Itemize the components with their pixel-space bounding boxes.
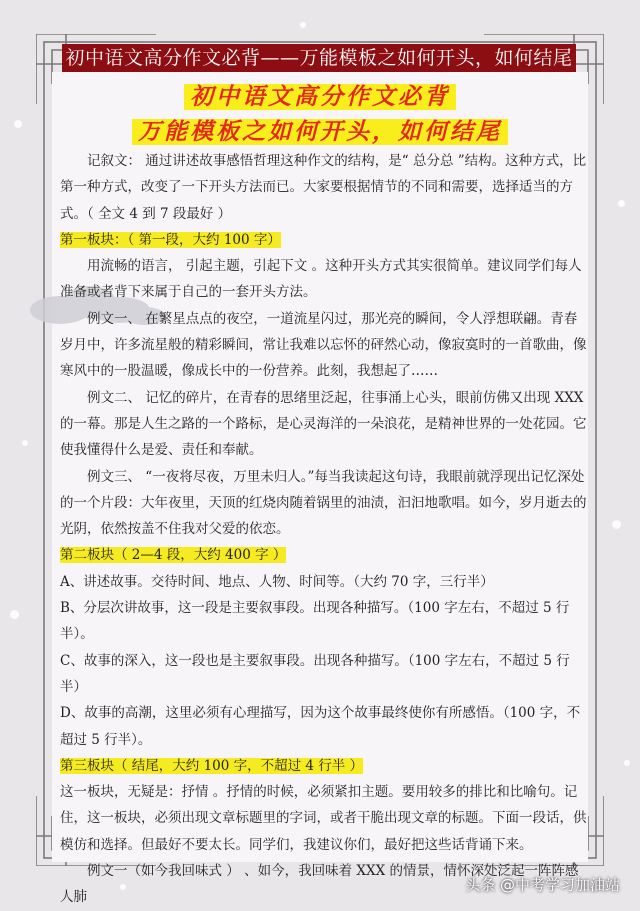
title-line-1: 初中语文高分作文必背 bbox=[0, 80, 640, 114]
watermark: 头条 @中考学习加油站 bbox=[465, 876, 620, 894]
section3-heading: 第三板块（ 结尾，大约 100 字，不超过 4 行半 ） bbox=[60, 757, 364, 774]
snow-dot bbox=[612, 520, 621, 529]
section2-item-b: B、分层次讲故事，这一段是主要叙事段。出现各种描写。（100 字左右，不超过 5 行半）。 bbox=[60, 600, 570, 643]
section3-example-1: 例文一（如今我回味式 ） 、如今，我回味着 XXX 的情景，情怀深处泛起一阵阵感人肺 bbox=[60, 863, 579, 906]
section1-desc: 用流畅的语言， 引起主题，引起下文 。这种开头方式其实很简单。建议同学们每人准备或者背下来属于自己的一套开头方法。 bbox=[60, 258, 582, 301]
header-banner: 初中语文高分作文必背——万能模板之如何开头，如何结尾 bbox=[62, 44, 576, 72]
section3-desc: 这一板块，无疑是：抒情 。抒情的时候，必须紧扣主题。要用较多的排比和比喻句。记住，这一板块，必须出现文章标题里的字词，或者干脆出现文章的标题。下面一段话，供模仿和选择。但最好不要太长。同学们，我建议你们，最好把这些话背诵下来。 bbox=[60, 784, 587, 853]
section2-item-c: C、故事的深入，这一段也是主要叙事段。出现各种描写。（100 字左右，不超过 5 行半） bbox=[60, 652, 570, 695]
snow-dot bbox=[10, 610, 19, 619]
example-3: 例文三、 “一夜将尽夜，万里未归人。”每当我读起这句诗，我眼前就浮现出记忆深处的一个片段：大年夜里，天顶的红烧肉随着锅里的油渍，汩汩地歌唱。如今，岁月逝去的光阴，依然按盖不住我对父爱的依恋。 bbox=[60, 468, 587, 538]
section1-heading: 第一板块：（ 第一段，大约 100 字） bbox=[60, 231, 281, 248]
snow-dot bbox=[624, 760, 630, 766]
example-1: 例文一、 在繁星点点的夜空，一道流星闪过，那光亮的瞬间，令人浮想联翩。青春岁月中，许多流星般的精彩瞬间，常让我难以忘怀的砰然心动，像寂寞时的一首歌曲，像寒风中的一股温暖，像成长中的一份营养。此刻，我想起了…… bbox=[60, 310, 587, 380]
title-line-2: 万能模板之如何开头，如何结尾 bbox=[0, 115, 640, 149]
section2-item-a: A、讲述故事。交待时间、地点、人物、时间等。（大约 70 字，三行半） bbox=[60, 573, 494, 590]
example-2: 例文二、 记忆的碎片，在青春的思绪里泛起，往事涌上心头，眼前仿佛又出现 XXX 的一幕。那是人生之路的一个路标，是心灵海洋的一朵浪花，是精神世界的一处花园。它使我懂得什么是爱、责任和奉献。 bbox=[60, 389, 587, 459]
snow-dot bbox=[618, 200, 625, 207]
article-body bbox=[60, 148, 588, 911]
intro-paragraph: 记叙文： 通过讲述故事感悟哲理这种作文的结构，是“ 总分总 ”结构。这种方式，比第一种方式，改变了一下开头方法而已。大家要根据情节的不同和需要，选择适当的方式。（ 全文 4 到 7 段最好 ） bbox=[60, 153, 587, 222]
snow-dot bbox=[22, 440, 28, 446]
section2-heading: 第二板块（ 2—4 段，大约 400 字 ） bbox=[60, 547, 287, 564]
section2-item-d: D、故事的高潮，这里必须有心理描写，因为这个故事最终使你有所感悟。（100 字，不超过 5 行半）。 bbox=[60, 705, 581, 748]
snow-dot bbox=[300, 22, 306, 28]
